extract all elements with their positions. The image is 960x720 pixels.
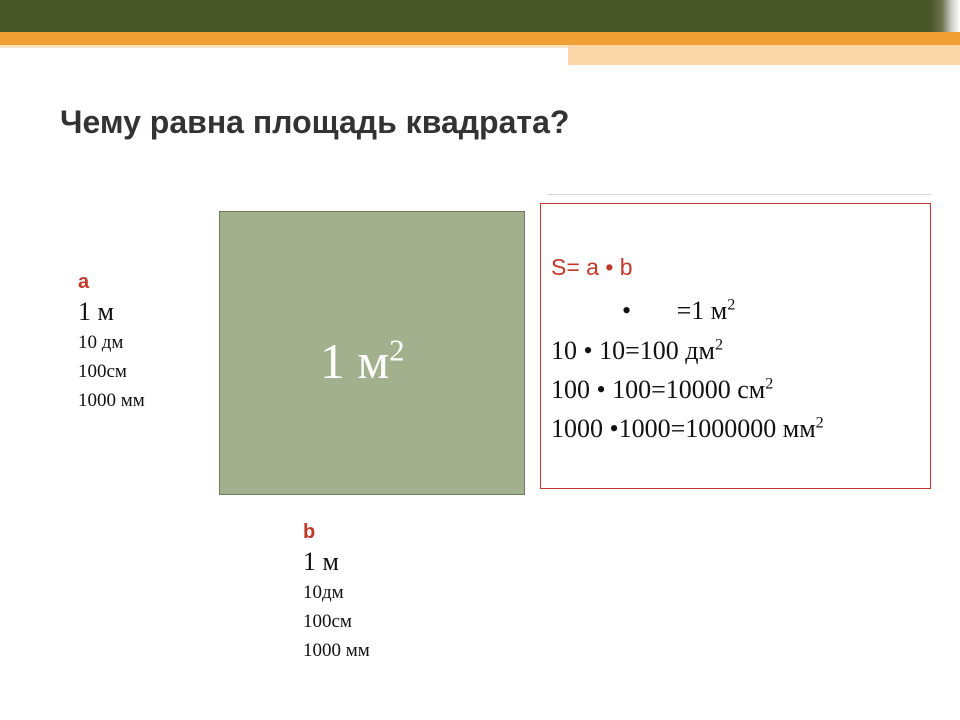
side-a-cm: 100см [78, 361, 127, 382]
side-b-block [303, 518, 370, 665]
formula-row-cm-text: 100 • 100=10000 см [551, 375, 766, 404]
formula-row-dm-text: 10 • 10=100 дм [551, 336, 715, 365]
side-b-mm: 1000 мм [303, 640, 370, 661]
side-b-length: 1 м [303, 547, 339, 576]
side-a-mm: 1000 мм [78, 390, 145, 411]
side-a-dm: 10 дм [78, 332, 124, 353]
orange-stripe [0, 32, 960, 45]
formula-row-cm-exp: 2 [765, 375, 774, 393]
side-b-dm: 10дм [303, 582, 344, 603]
header-band-shade [930, 0, 960, 32]
side-b-letter: b [303, 521, 316, 543]
formula-row-mm-text: 1000 •1000=1000000 мм [551, 414, 816, 443]
formula-row-m [622, 296, 735, 326]
formula-row-mm-exp: 2 [815, 414, 824, 432]
square-area-value: 1 м [320, 333, 390, 389]
formula-row-mm [551, 414, 824, 444]
divider-line [547, 194, 931, 195]
peach-stripe-thin [0, 45, 568, 48]
formula-row-dm [551, 336, 723, 366]
side-a-block [78, 268, 145, 415]
slide-title: Чему равна площадь квадрата? [60, 104, 570, 140]
header-band [0, 0, 960, 32]
peach-stripe [568, 45, 960, 65]
square-area-exponent: 2 [389, 332, 405, 368]
formula-row-m-text: • =1 м [622, 296, 728, 325]
formula-row-m-exp: 2 [727, 296, 736, 314]
side-a-length: 1 м [78, 297, 114, 326]
side-a-letter: a [78, 271, 90, 293]
square-area-label [320, 332, 405, 390]
formula-head: S= a • b [551, 254, 633, 280]
formula-row-cm [551, 375, 773, 405]
side-b-cm: 100см [303, 611, 352, 632]
formula-row-dm-exp: 2 [714, 336, 724, 354]
